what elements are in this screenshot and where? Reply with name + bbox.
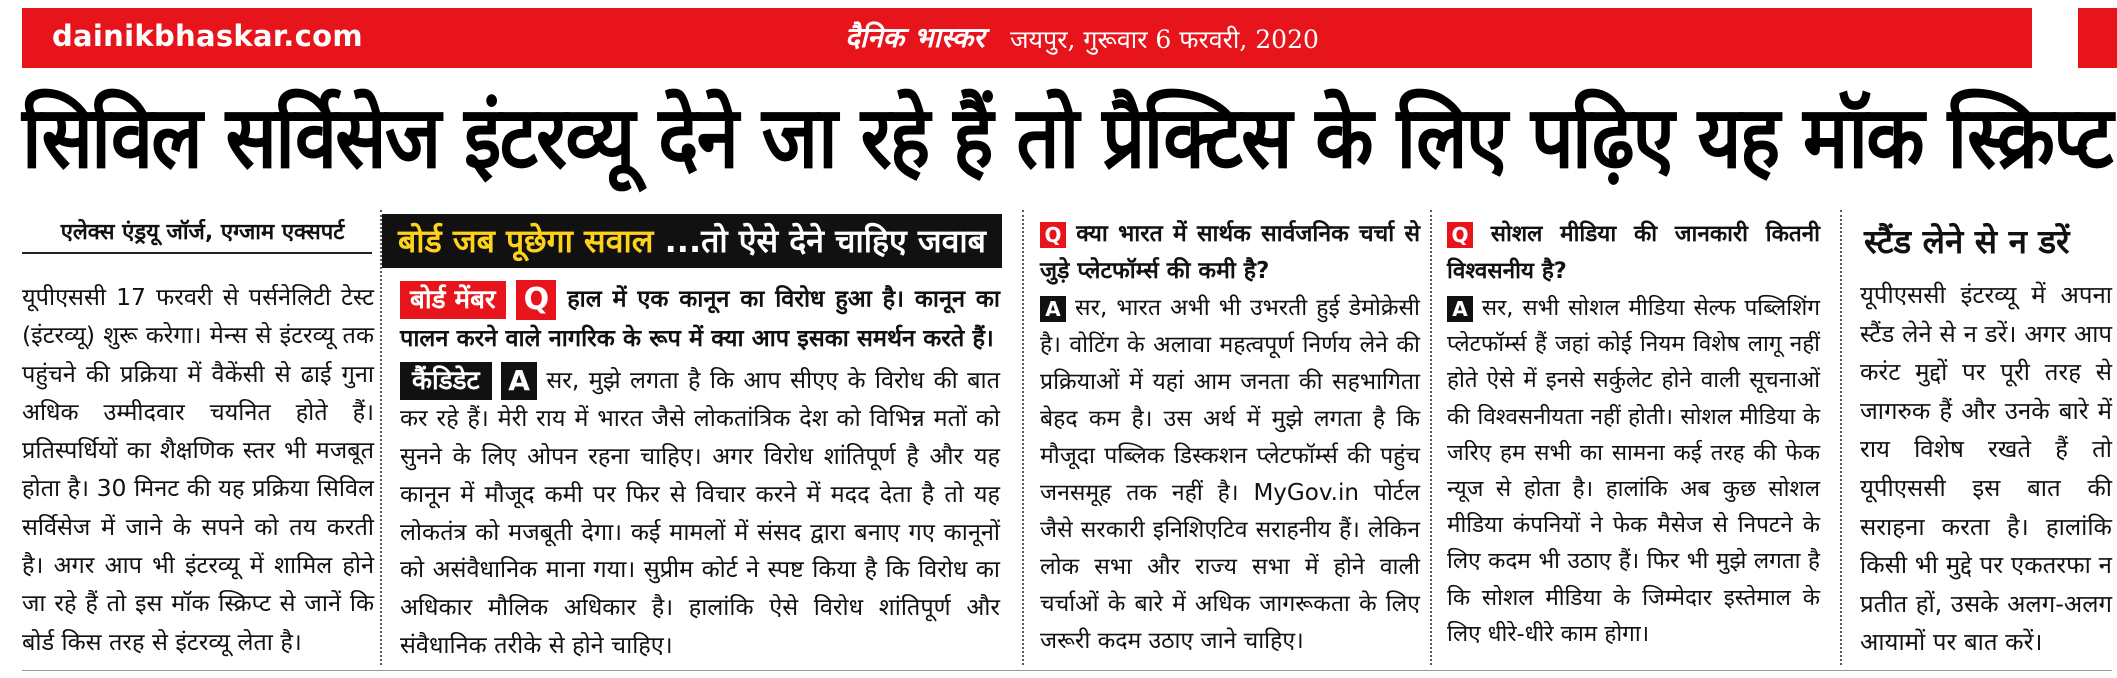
answer-2-text: सर, भारत अभी भी उभरती हुई डेमोक्रेसी है। वोटिंग के अलावा महत्वपूर्ण निर्णय लेने की प्रक्रियाओं में यहां आम जनता की सहभागिता बेहद कम है। उस अर्थ में मुझे लगता है कि मौजूदा पब्लिक डिस्कशन प्लेटफॉर्म्स की पहुंच जनसमूह तक नहीं है। MyGov.in पोर्टल जैसे सरकारी इनिशिएटिव सराहनीय हैं। लेकिन लोक सभा और राज्य सभा में होने वाली चर्चाओं के बारे में अधिक जागरूकता के लिए जरूरी कदम उठाए जाने चाहिए। <box>1040 295 1420 654</box>
intro-text: यूपीएससी 17 फरवरी से पर्सनेलिटी टेस्ट (इंटरव्यू) शुरू करेगा। मेन्स से इंटरव्यू तक पहुंचने की प्रक्रिया में वैकेंसी से ढाई गुना अधिक उम्मीदवार चयनित होते हैं। प्रतिस्पर्धियों का शैक्षणिक स्तर भी मजबूत होता है। 30 मिनट की यह प्रक्रिया सिविल सर्विसेज में जाने के सपने को तय करती है। अगर आप भी इंटरव्यू में शामिल होने जा रहे हैं तो इस मॉक स्क्रिप्ट से जानें कि बोर्ड किस तरह से इंटरव्यू लेता है। <box>22 283 374 656</box>
banner-highlight: बोर्ड जब पूछेगा सवाल <box>398 222 654 260</box>
board-member-tag: बोर्ड मेंबर <box>400 281 506 319</box>
column-divider <box>380 210 382 665</box>
qa-block-3 <box>1447 216 1820 652</box>
question-marker: Q <box>516 280 556 320</box>
sidebar-text: यूपीएससी इंटरव्यू में अपना स्टैंड लेने से न डरें। अगर आप करंट मुद्दों पर पूरी तरह से जागरुक हैं और उनके बारे में राय विशेष रखते हैं तो यूपीएससी इस बात की सराहना करता है। हालांकि किसी भी मुद्दे पर एकतरफा न प्रतीत हों, उसके अलग-अलग आयामों पर बात करें। <box>1860 281 2112 657</box>
question-1-text: हाल में एक कानून का विरोध हुआ है। कानून का पालन करने वाले नागरिक के रूप में क्या आप इसका समर्थन करते हैं। <box>400 284 1000 352</box>
dateline: जयपुर, गुरूवार 6 फरवरी, 2020 <box>1010 25 1319 54</box>
answer-3-text: सर, सभी सोशल मीडिया सेल्फ पब्लिशिंग प्लेटफॉर्म्स हैं जहां कोई नियम विशेष लागू नहीं होते ऐसे में इनसे सर्कुलेट होने वाली सूचनाओं की विश्वसनीयता नहीं होती। सोशल मीडिया के जरिए हम सभी का सामना कई तरह की फेक न्यूज से होता है। हालांकि अब कुछ सोशल मीडिया कंपनियों ने फेक मैसेज से निपटने के लिए कदम भी उठाए हैं। फिर भी मुझे लगता है कि सोशल मीडिया के जिम्मेदार इस्तेमाल के लिए धीरे-धीरे काम होगा। <box>1447 295 1820 647</box>
masthead-logo: दैनिक भास्कर <box>845 21 985 54</box>
sidebar-title: स्टैंड लेने से न डरें <box>1864 222 2070 261</box>
answer-1 <box>400 362 1000 665</box>
question-3-text: सोशल मीडिया की जानकारी कितनी विश्वसनीय है? <box>1447 221 1820 284</box>
qa-block-2 <box>1040 216 1420 660</box>
divider <box>22 670 2112 671</box>
candidate-tag: कैंडिडेट <box>400 362 492 400</box>
question-marker: Q <box>1040 222 1066 248</box>
column-divider <box>1022 210 1024 665</box>
site-url: dainikbhaskar.com <box>52 19 363 53</box>
question-1 <box>400 280 1000 358</box>
divider <box>22 252 372 254</box>
qa-block-1 <box>400 280 1000 665</box>
answer-2 <box>1040 290 1420 660</box>
section-banner <box>382 214 1002 268</box>
answer-1-text: सर, मुझे लगता है कि आप सीएए के विरोध की बात कर रहे हैं। मेरी राय में भारत जैसे लोकतांत्रिक देश को विभिन्न मतों को सुनने के लिए ओपन रहना चाहिए। अगर विरोध शांतिपूर्ण है और यह कानून में मौजूद कमी पर फिर से विचार करने में मदद देता है तो यह लोकतंत्र को मजबूती देगा। कई मामलों में संसद द्वारा बनाए गए कानूनों को असंवैधानिक माना गया। सुप्रीम कोर्ट ने स्पष्ट किया है कि विरोध का अधिकार मौलिक अधिकार है। हालांकि ऐसे विरोध शांतिपूर्ण और संवैधानिक तरीके से होने चाहिए। <box>400 365 1000 660</box>
question-2 <box>1040 216 1420 290</box>
question-2-text: क्या भारत में सार्थक सार्वजनिक चर्चा से जुड़े प्लेटफॉर्म्स की कमी है? <box>1040 221 1420 284</box>
column-divider <box>1430 210 1432 665</box>
answer-3 <box>1447 290 1820 652</box>
answer-marker: A <box>1040 296 1066 322</box>
answer-marker: A <box>501 362 537 400</box>
answer-marker: A <box>1447 296 1473 322</box>
question-3 <box>1447 216 1820 290</box>
banner-rest: ...तो ऐसे देने चाहिए जवाब <box>664 222 986 260</box>
column-divider <box>1840 210 1842 665</box>
byline: एलेक्स एंड्रयू जॉर्ज, एग्जाम एक्सपर्ट <box>60 220 345 245</box>
header-bar-edge <box>2078 8 2117 68</box>
question-marker: Q <box>1447 222 1473 248</box>
page-title: सिविल सर्विसेज इंटरव्यू देने जा रहे हैं तो प्रैक्टिस के लिए पढ़िए यह मॉक स्क्रिप्ट <box>22 88 2112 188</box>
